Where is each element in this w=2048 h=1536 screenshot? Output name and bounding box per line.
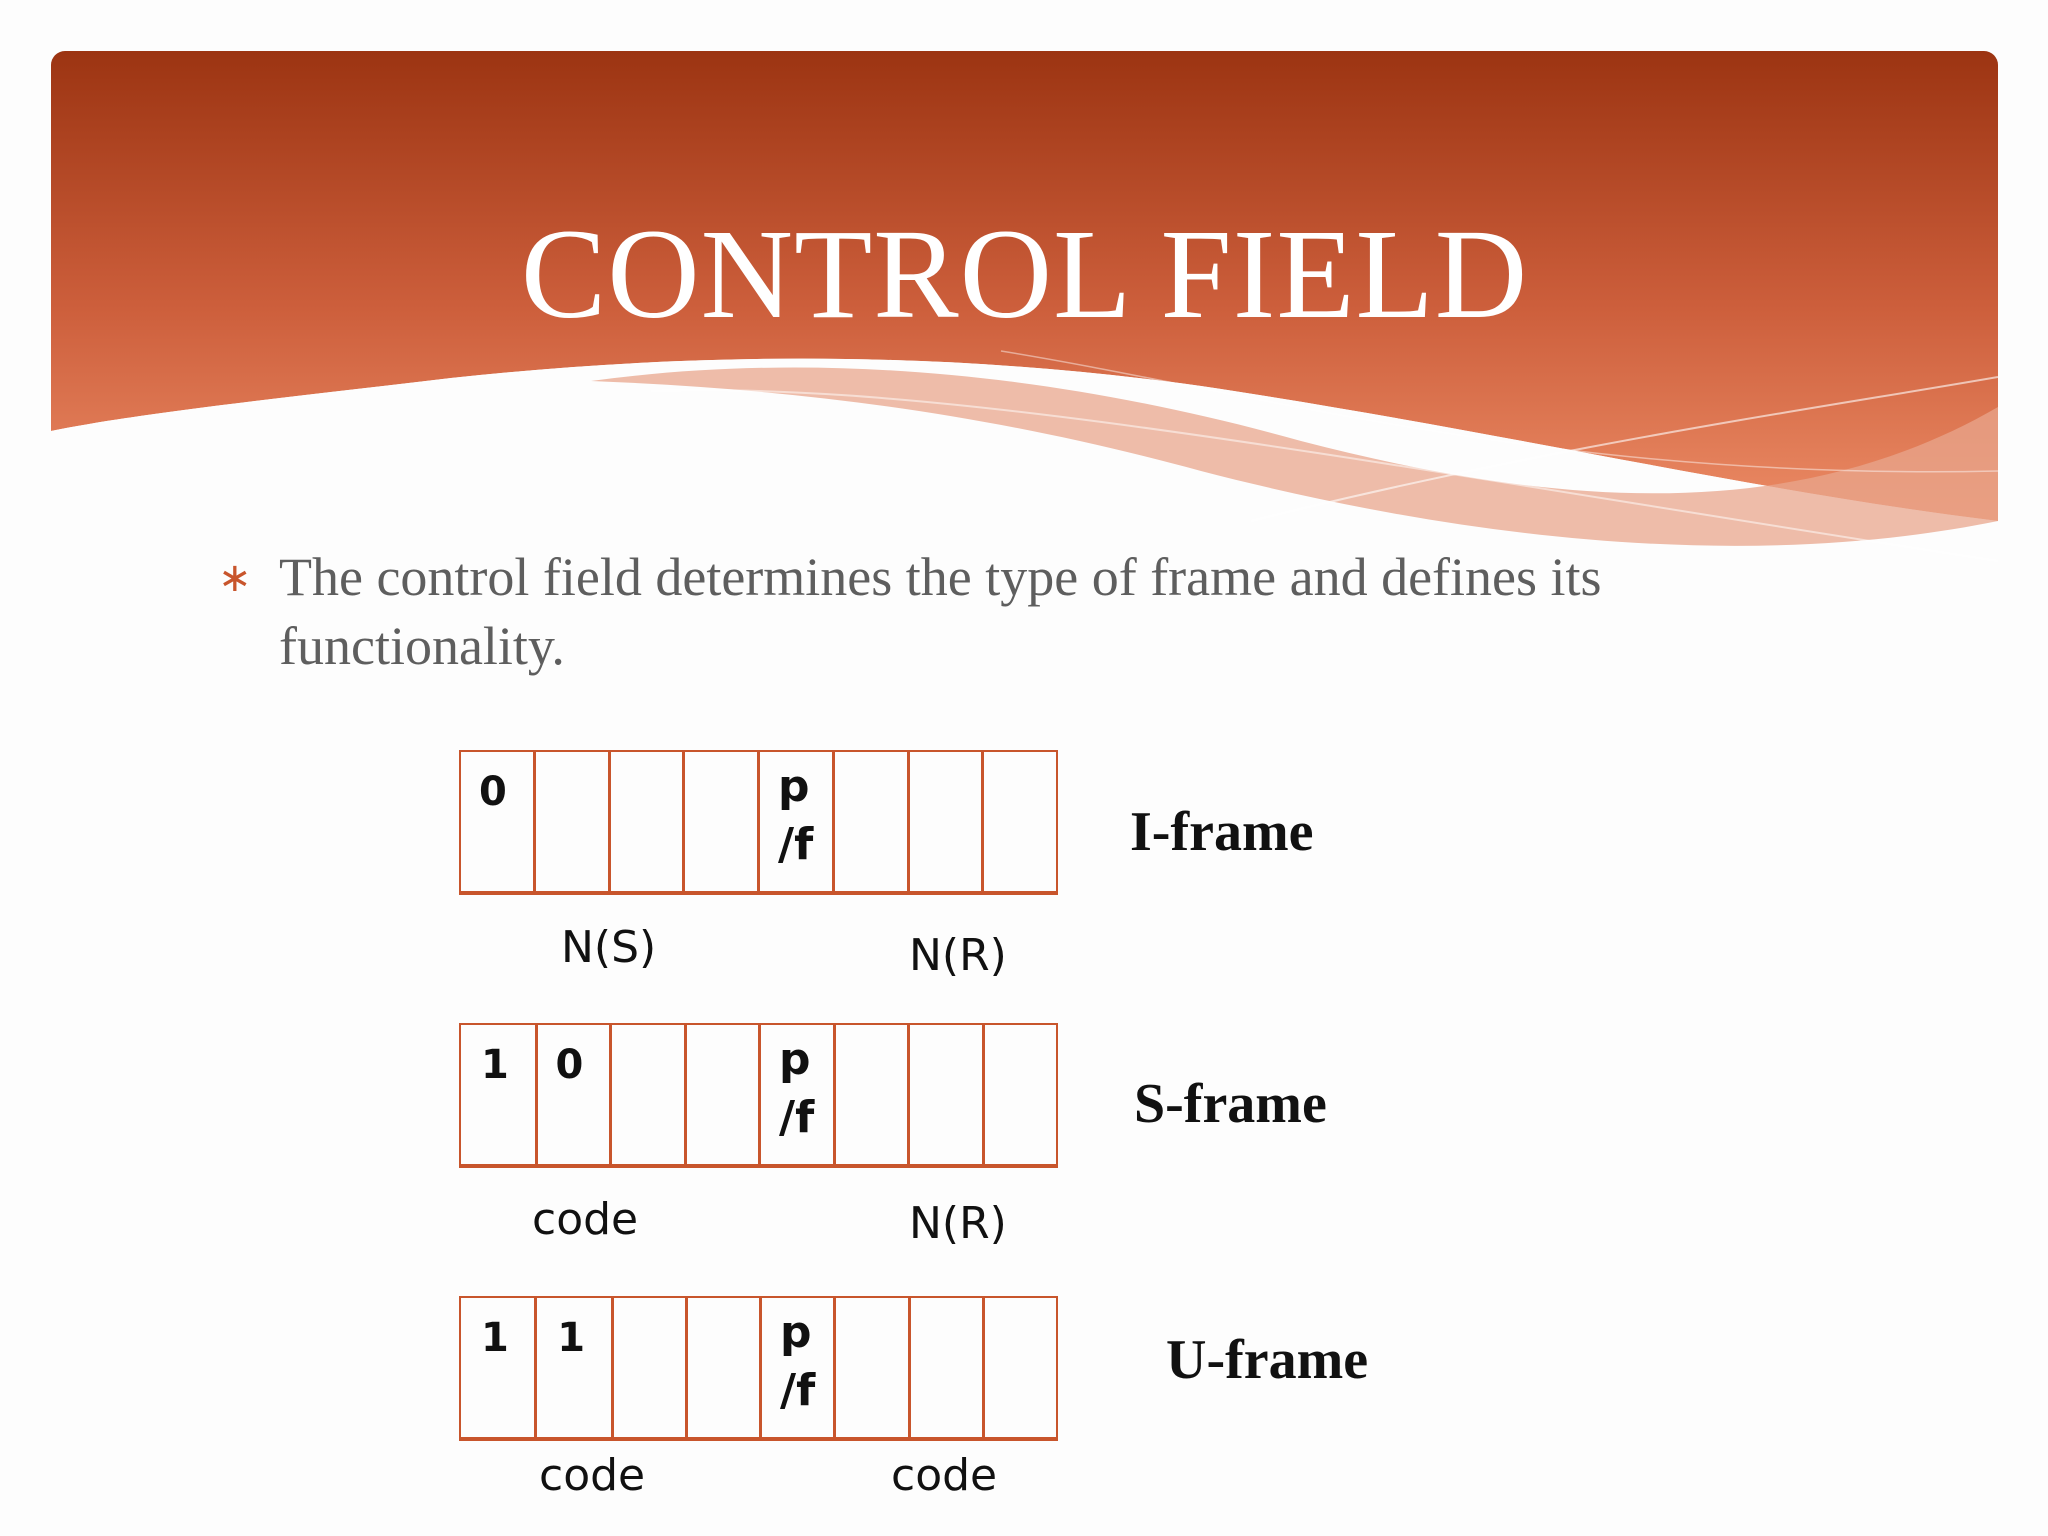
bit-cell <box>688 1298 762 1437</box>
bit-cell: 0 <box>538 1025 613 1164</box>
field-label: code <box>891 1450 998 1501</box>
bit-cell <box>910 1025 985 1164</box>
bullet-marker-icon: ∗ <box>218 555 252 601</box>
field-label: code <box>532 1194 639 1245</box>
bullet-text: The control field determines the type of frame and defines its functionality. <box>279 547 1602 676</box>
bit-cell <box>836 1025 911 1164</box>
i-frame-control-field <box>459 750 1058 895</box>
bit-cell <box>611 752 686 891</box>
bit-cell <box>687 1025 762 1164</box>
poll-final-bit-cell: p /f <box>761 1025 836 1164</box>
s-frame-control-field <box>459 1023 1058 1168</box>
poll-final-bit-cell: p /f <box>762 1298 836 1437</box>
field-label: code <box>539 1450 646 1501</box>
bit-cell <box>910 752 985 891</box>
bit-cell <box>985 1298 1056 1437</box>
title-banner <box>51 51 1998 591</box>
poll-final-bit-cell: p /f <box>760 752 835 891</box>
bit-cell: 1 <box>537 1298 613 1437</box>
u-frame-control-field <box>459 1296 1058 1441</box>
bit-cell <box>835 752 910 891</box>
bit-cell <box>614 1298 688 1437</box>
frame-type-label: I-frame <box>1130 801 1314 863</box>
bit-cell <box>612 1025 687 1164</box>
bit-cell <box>985 1025 1057 1164</box>
bit-cell <box>536 752 611 891</box>
slide-title: CONTROL FIELD <box>520 203 1529 345</box>
bit-cell: 1 <box>461 1298 537 1437</box>
field-label: N(R) <box>909 1198 1007 1249</box>
field-label: N(S) <box>561 922 657 973</box>
frame-type-label: U-frame <box>1166 1329 1369 1391</box>
bit-cell: 1 <box>461 1025 538 1164</box>
bit-cell <box>836 1298 910 1437</box>
bit-cell <box>685 752 760 891</box>
frame-type-label: S-frame <box>1134 1073 1327 1135</box>
field-label: N(R) <box>909 930 1007 981</box>
bit-cell <box>911 1298 985 1437</box>
bit-cell <box>984 752 1056 891</box>
bit-cell: 0 <box>461 752 536 891</box>
